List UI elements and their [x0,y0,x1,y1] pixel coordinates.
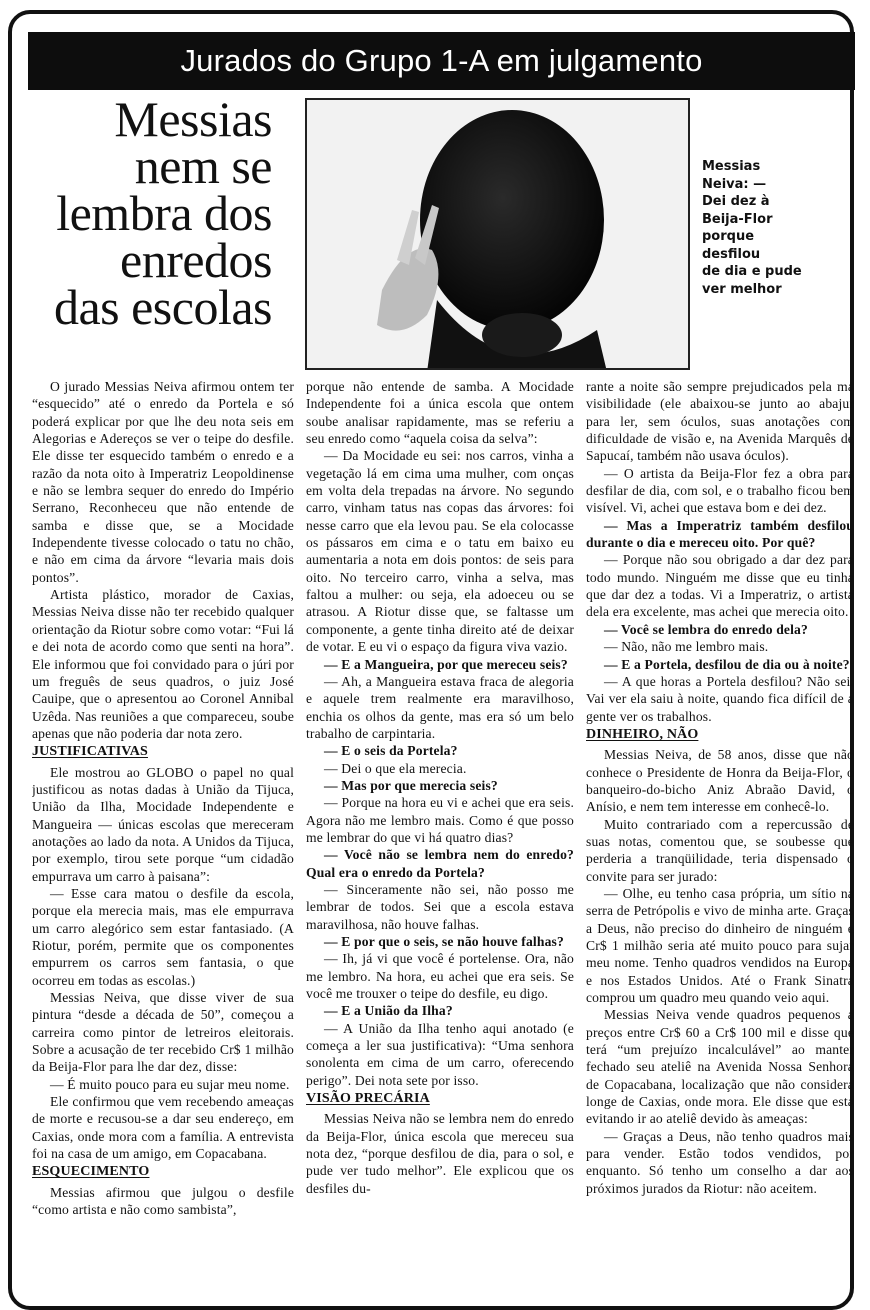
caption-line: Beija-Flor [702,211,773,227]
paragraph: — Você não se lembra nem do enredo? Qual era o enredo da Portela? [306,847,574,880]
article-column-2 [306,378,574,1266]
paragraph: Ele confirmou que vem recebendo ameaças de morte e recusou-se a dar seu endereço, em Caxias, onde mora com a família. A entrevista foi na casa de um amigo, em Copacabana. [32,1094,294,1162]
paragraph: — Da Mocidade eu sei: nos carros, vinha a vegetação lá em cima uma mulher, com onças em volta dela trepadas na árvore. No segundo carro, vinham tatus nas copas das árvores: foi nesse carro que ela levou pau. Se ela colocasse os pássaros em cima e o tatu em baixo eu aumentaria a nota em dois pontos: de seis para oito. No terceiro carro, vinha a selva, mas faltou a mulher: ou seja, ela adoeceu ou se atrasou. A Riotur disse que, se faltasse um componente, a gente tinha direito até de deixar de votar. E eu vi o espaço da figura viva vazio. [306,448,574,655]
headline-line: enredos [120,232,272,288]
paragraph: Messias Neiva, de 58 anos, disse que não conhece o Presidente de Honra da Beija-Flor, o banqueiro-do-bicho Aniz Abraão David, o Anísio, e nem tem interesse em conhecê-lo. [586,747,854,815]
subheading: DINHEIRO, NÃO [586,726,699,742]
paragraph: — Mas a Imperatriz também desfilou durante o dia e mereceu oito. Por quê? [586,517,854,551]
paragraph: — E a União da Ilha? [324,1003,453,1019]
paragraph: Messias Neiva vende quadros pequenos a preços entre Cr$ 60 a Cr$ 100 mil e disse que terá “um prejuízo incalculável” ao manter fechado seu ateliê na Avenida Nossa Senhora de Copacabana, localização que não considera longe de Caxias, onde mora. Ele disse que está evitando ir ao ateliê devido às ameaças: [586,1007,854,1127]
photo-caption [702,158,852,298]
portrait-photo [305,98,690,370]
paragraph: — Dei o que ela merecia. [324,760,467,776]
headline-line: Messias [114,91,272,147]
article-column-1 [32,378,294,1266]
section-banner: Jurados do Grupo 1-A em julgamento [28,32,855,90]
paragraph: — A União da Ilha tenho aqui anotado (e começa a ler sua justificativa): “Uma senhora sonolenta em cima de um carro, oferecendo perigo”. Dei nota sete por isso. [306,1020,574,1088]
paragraph: — Ih, já vi que você é portelense. Ora, não me lembro. Na hora, eu achei que era seis. Se você me trouxer o teipe do desfile, eu digo. [306,951,574,1002]
caption-line: ver melhor [702,281,782,297]
caption-line: Neiva: — [702,176,767,192]
paragraph: — Olhe, eu tenho casa própria, um sítio na serra de Petrópolis e vivo de minha arte. Graças a Deus, não preciso do dinheiro de ninguém e Cr$ 1 milhão seria até muito pouco para sujar meu nome. Tenho quadros vendidos na Europa e nos Estados Unidos. Até o Frank Sinatra comprou um quadro meu quando veio aqui. [586,885,854,1006]
paragraph: — Não, não me lembro mais. [604,639,769,655]
paragraph: — E por que o seis, se não houve falhas? [324,934,564,949]
caption-line: desfilou [702,246,761,262]
paragraph: porque não entende de samba. A Mocidade Independente foi a única escola que ontem soube analisar rapidamente, mas se referiu a seu enredo como “aquela coisa da selva”: [306,379,574,447]
headline [30,91,272,335]
paragraph: — E o seis da Portela? [324,743,458,759]
paragraph: — E a Portela, desfilou de dia ou à noite? [604,656,850,672]
paragraph: Artista plástico, morador de Caxias, Messias Neiva disse não ter recebido qualquer orientação da Riotur sobre como votar: “Fui lá e dei nota de acordo como que senti na hora”. Ele informou que foi convidado para o júri por um freguês de seus quadros, o juiz José Cauipe, que o apresentou ao Coronel Annibal Uzêda. Nas reuniões a que compareceu, soube apenas que não poderia dar nota zero. [32,587,294,741]
headline-line: das escolas [53,279,272,335]
caption-line: Dei dez à [702,194,770,209]
paragraph: — É muito pouco para eu sujar meu nome. [50,1076,290,1092]
paragraph: Ele mostrou ao GLOBO o papel no qual justificou as notas dadas à União da Tijuca, União da Ilha, Mocidade Independente e Mangueira — únicas escolas que mereceram anotações ao lado da nota. A Unidos da Tijuca, por exemplo, tirou sete porque “um cidadão empurrava um carro à paisana”: [32,764,294,884]
paragraph: — Graças a Deus, não tenho quadros mais para vender. Estão todos vendidos, por enquanto. Só tenho um conselho a dar aos próximos jurados da Riotur: não aceitem. [586,1128,854,1196]
paragraph: — Esse cara matou o desfile da escola, porque ela merecia mais, mas ele empurrava um carro alegórico sem estar fantasiado. (A Riotur, porém, permite que os componentes empurrem os carros sem fantasia, o que ocorreu em todas as escolas.) [32,885,294,988]
paragraph: — O artista da Beija-Flor fez a obra para desfilar de dia, com sol, e o trabalho ficou bem visível. Vi, achei que estava bom e dei dez. [586,465,854,516]
paragraph: rante a noite são sempre prejudicados pela má visibilidade (ele abaixou-se junto ao abajur para ler, sem óculos, suas anotações com dificuldade de visão e, na Avenida Marquês de Sapucaí, também não usava óculos). [586,379,854,464]
subheading: VISÃO PRECÁRIA [306,1091,430,1107]
headline-line: nem se [134,138,272,194]
paragraph: Messias Neiva, que disse viver de sua pintura “desde a década de 50”, começou a carreira como pintor de letreiros eleitorais. Sobre a acusação de ter recebido Cr$ 1 milhão da Beija-Flor para lhe dar dez, disse: [32,990,294,1075]
paragraph: — Sinceramente não sei, não posso me lembrar de todos. Sei que a escola estava maravilhosa, não houve falhas. [306,881,574,932]
headline-line: lembra dos [56,185,272,241]
subheading: JUSTIFICATIVAS [32,744,148,760]
paragraph: — A que horas a Portela desfilou? Não sei. Vai ver ela saiu à noite, quando fica difícil de a gente ver os trabalhos. [586,673,854,724]
paragraph: — Porque não sou obrigado a dar dez para todo mundo. Ninguém me disse que eu tinha que dar dez a todas. Vi a Imperatriz, o artista dela era excelente, mas achei que merecia oito. [586,552,854,620]
paragraph: — Porque na hora eu vi e achei que era seis. Agora não me lembro mais. Como é que posso me lembrar do que vi há quatro dias? [306,795,574,845]
caption-line: Messias [702,159,761,174]
paragraph: Muito contrariado com a repercussão de suas notas, comentou que, se soubesse que perderia a tranqüilidade, teria dispensado o convite para ser jurado: [586,816,854,884]
caption-line: porque [702,229,755,244]
paragraph: Messias afirmou que julgou o desfile “como artista e não como sambista”, [32,1184,294,1218]
paragraph: O jurado Messias Neiva afirmou ontem ter “esquecido” até o enredo da Portela e só poderá explicar por que lhe deu nota seis em Alegorias e Adereços se ver o teipe do desfile. Ele disse ter esquecido também o enredo e a razão da nota oito à Imperatriz Leopoldinense e não se lembra sequer do enredo do Império Serrano, Reconheceu que não entende de samba e disse que, se a Mocidade Independente tivesse colocado o tatu no chão, e não em cima da árvore “levaria mais dois pontos”. [32,379,294,585]
caption-line: de dia e pude [702,264,802,279]
paragraph: — Ah, a Mangueira estava fraca de alegoria e aquele trem realmente era maravilhoso, enchia os olhos da gente, mas era só um belo trabalho de carpintaria. [306,673,574,741]
paragraph: — E a Mangueira, por que mereceu seis? [324,656,568,672]
paragraph: — Mas por que merecia seis? [324,777,498,793]
article-column-3 [586,378,854,1266]
paragraph: — Você se lembra do enredo dela? [604,621,808,637]
paragraph: Messias Neiva não se lembra nem do enredo da Beija-Flor, única escola que mereceu sua nota dez, “porque desfilou de dia, para o sol, e pude ver tudo melhor”. Ele explicou que os desfiles du- [306,1111,574,1196]
subheading: ESQUECIMENTO [32,1164,150,1180]
